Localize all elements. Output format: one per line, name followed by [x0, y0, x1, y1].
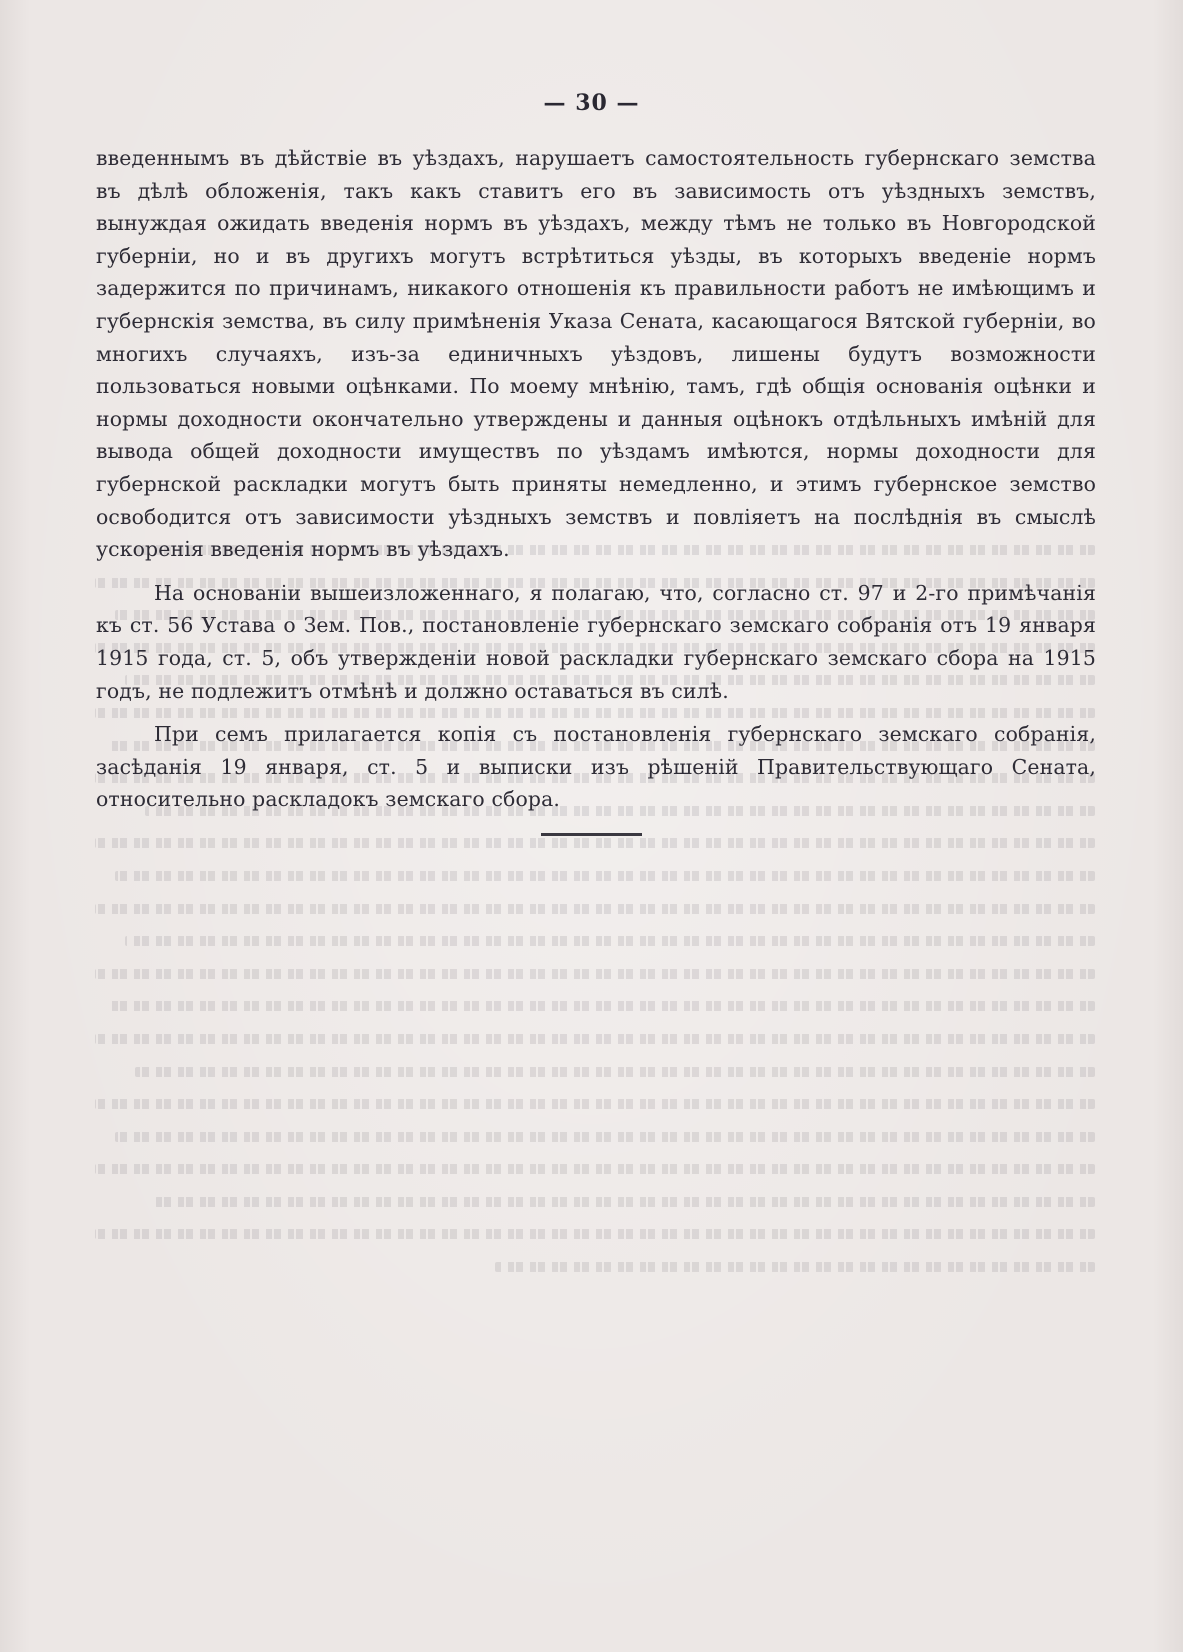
paragraph-3: При семъ прилагается копія съ постановленія губернскаго земскаго собранія, засѣданія 19 января, ст. 5 и выписки изъ рѣшеній Правительствующаго Сената, относительно раскладокъ земскаго сбора. — [96, 722, 1096, 812]
page-number: — 30 — — [543, 90, 640, 116]
paragraph-1: введеннымъ въ дѣйствіе въ уѣздахъ, нарушаетъ самостоятельность губернскаго земства въ дѣлѣ обложенія, такъ какъ ставитъ его въ зависимость отъ уѣздныхъ земствъ, вынуждая ожидать введенія нормъ въ уѣздахъ, между тѣмъ не только въ Новгородской губерніи, но и въ другихъ могутъ встрѣтиться уѣзды, въ которыхъ введеніе нормъ задержится по причинамъ, никакого отношенія къ правильности работъ не имѣющимъ и губернскія земства, въ силу примѣненія Указа Сената, касающагося Вятской губерніи, во многихъ случаяхъ, изъ-за единичныхъ уѣздовъ, лишены будутъ возможности пользоваться новыми оцѣнками. По моему мнѣнію, тамъ, гдѣ общія основанія оцѣнки и нормы доходности окончательно утверждены и данныя оцѣнокъ отдѣльныхъ имѣній для вывода общей доходности имуществъ по уѣздамъ имѣются, нормы доходности для губернской раскладки могутъ быть приняты немедленно, и этимъ губернское земство освободится отъ зависимости уѣздныхъ земствъ и повліяетъ на послѣднія въ смыслѣ ускоренія введенія нормъ въ уѣздахъ. — [96, 146, 1096, 562]
closing-rule — [541, 833, 642, 836]
paragraph-2: На основаніи вышеизложеннаго, я полагаю, что, согласно ст. 97 и 2-го примѣчанія къ ст. 56 Устава о Зем. Пов., постановленіе губернскаго земскаго собранія отъ 19 января 1915 года, ст. 5, объ утвержденіи новой раскладки губернскаго земскаго сбора на 1915 годъ, не подлежитъ отмѣнѣ и должно оставаться въ силѣ. — [96, 580, 1096, 703]
body-text — [96, 142, 1096, 827]
